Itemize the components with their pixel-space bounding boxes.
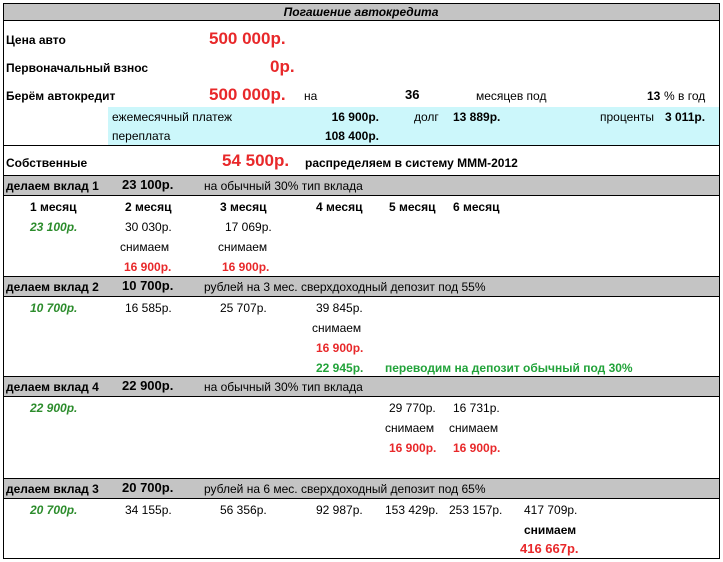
- interest-label: проценты: [600, 110, 655, 124]
- monthly-label: ежемесячный платеж: [112, 110, 233, 124]
- deposit2-value: 10 700р.: [122, 278, 174, 293]
- d1-m3-withdraw: снимаем: [218, 240, 268, 254]
- d4-m5-withdraw-amount: 16 900р.: [389, 441, 437, 455]
- d2-m1: 10 700р.: [30, 301, 78, 315]
- loan-rate: 13: [647, 89, 661, 103]
- d4-m6-withdraw: снимаем: [449, 421, 499, 435]
- title-divider: [3, 20, 719, 21]
- month-header-1: 1 месяц: [30, 200, 77, 214]
- down-payment-value: 0р.: [270, 57, 295, 76]
- loan-value: 500 000р.: [209, 85, 286, 104]
- loan-months-label: месяцев под: [476, 89, 547, 103]
- d3-m5: 153 429р.: [385, 503, 439, 517]
- month-header-4: 4 месяц: [316, 200, 363, 214]
- d3-m1: 20 700р.: [30, 503, 78, 517]
- deposit2-label: делаем вклад 2: [6, 280, 99, 294]
- month-header-2: 2 месяц: [125, 200, 172, 214]
- d4-divider: [3, 396, 719, 397]
- d3-withdraw: снимаем: [524, 523, 577, 537]
- deposit3-note: рублей на 6 мес. сверхдоходный депозит под 65%: [204, 482, 486, 496]
- own-divider: [3, 175, 719, 176]
- deposit3-label: делаем вклад 3: [6, 482, 99, 496]
- d2-divider: [3, 296, 719, 297]
- deposit3-value: 20 700р.: [122, 480, 174, 495]
- d4-top: [3, 376, 719, 377]
- d1-m2: 30 030р.: [125, 220, 172, 234]
- d1-m1: 23 100р.: [30, 220, 78, 234]
- loan-rate-label: % в год: [664, 89, 706, 103]
- d4-m5: 29 770р.: [389, 401, 436, 415]
- overpay-label: переплата: [112, 129, 171, 143]
- debt-label: долг: [414, 110, 439, 124]
- car-price-value: 500 000р.: [209, 29, 286, 48]
- d3-divider: [3, 498, 719, 499]
- month-header-5: 5 месяц: [389, 200, 436, 214]
- month-header-6: 6 месяц: [453, 200, 500, 214]
- deposit1-value: 23 100р.: [122, 177, 174, 192]
- d4-m6: 16 731р.: [453, 401, 500, 415]
- d4-m1: 22 900р.: [30, 401, 78, 415]
- d1-m3: 17 069р.: [225, 220, 272, 234]
- loan-on: на: [304, 89, 318, 103]
- bottom-border: [3, 558, 719, 559]
- d2-rest: 22 945р.: [316, 361, 364, 375]
- d1-m2-withdraw-amount: 16 900р.: [124, 260, 172, 274]
- d3-m6: 253 157р.: [449, 503, 503, 517]
- deposit4-value: 22 900р.: [122, 378, 174, 393]
- d4-m6-withdraw-amount: 16 900р.: [453, 441, 501, 455]
- d2-m3: 25 707р.: [220, 301, 267, 315]
- d3-m7: 417 709р.: [524, 503, 578, 517]
- d2-rest-note: переводим на депозит обычный под 30%: [385, 361, 633, 375]
- d1-m2-withdraw: снимаем: [120, 240, 170, 254]
- summary-divider: [3, 145, 719, 146]
- own-value: 54 500р.: [222, 151, 290, 170]
- d3-top: [3, 478, 719, 479]
- right-border: [719, 3, 720, 559]
- d4-m5-withdraw: снимаем: [385, 421, 435, 435]
- deposit4-note: на обычный 30% тип вклада: [204, 380, 363, 394]
- down-payment-label: Первоначальный взнос: [6, 61, 149, 75]
- interest-value: 3 011р.: [665, 110, 706, 124]
- loan-months: 36: [405, 87, 420, 102]
- car-price-label: Цена авто: [6, 33, 66, 47]
- loan-label: Берём автокредит: [6, 89, 116, 103]
- d1-divider: [3, 195, 719, 196]
- left-border: [3, 3, 4, 559]
- monthly-value: 16 900р.: [331, 110, 379, 124]
- d3-m3: 56 356р.: [220, 503, 267, 517]
- d3-m2: 34 155р.: [125, 503, 172, 517]
- d2-top: [3, 276, 719, 277]
- deposit2-note: рублей на 3 мес. сверхдоходный депозит под 55%: [204, 280, 486, 294]
- deposit1-label: делаем вклад 1: [6, 179, 99, 193]
- d3-withdraw-amount: 416 667р.: [520, 541, 579, 556]
- own-label: Собственные: [6, 156, 88, 170]
- deposit1-note: на обычный 30% тип вклада: [204, 179, 363, 193]
- d2-m4: 39 845р.: [316, 301, 363, 315]
- d2-m2: 16 585р.: [125, 301, 172, 315]
- own-note: распределяем в систему МММ-2012: [305, 156, 518, 170]
- deposit4-label: делаем вклад 4: [6, 380, 99, 394]
- d2-withdraw: снимаем: [312, 321, 362, 335]
- page-title: Погашение автокредита: [283, 5, 439, 19]
- d1-m3-withdraw-amount: 16 900р.: [222, 260, 270, 274]
- d2-withdraw-amount: 16 900р.: [316, 341, 364, 355]
- month-header-3: 3 месяц: [220, 200, 267, 214]
- d3-m4: 92 987р.: [316, 503, 363, 517]
- overpay-value: 108 400р.: [324, 129, 379, 143]
- debt-value: 13 889р.: [453, 110, 501, 124]
